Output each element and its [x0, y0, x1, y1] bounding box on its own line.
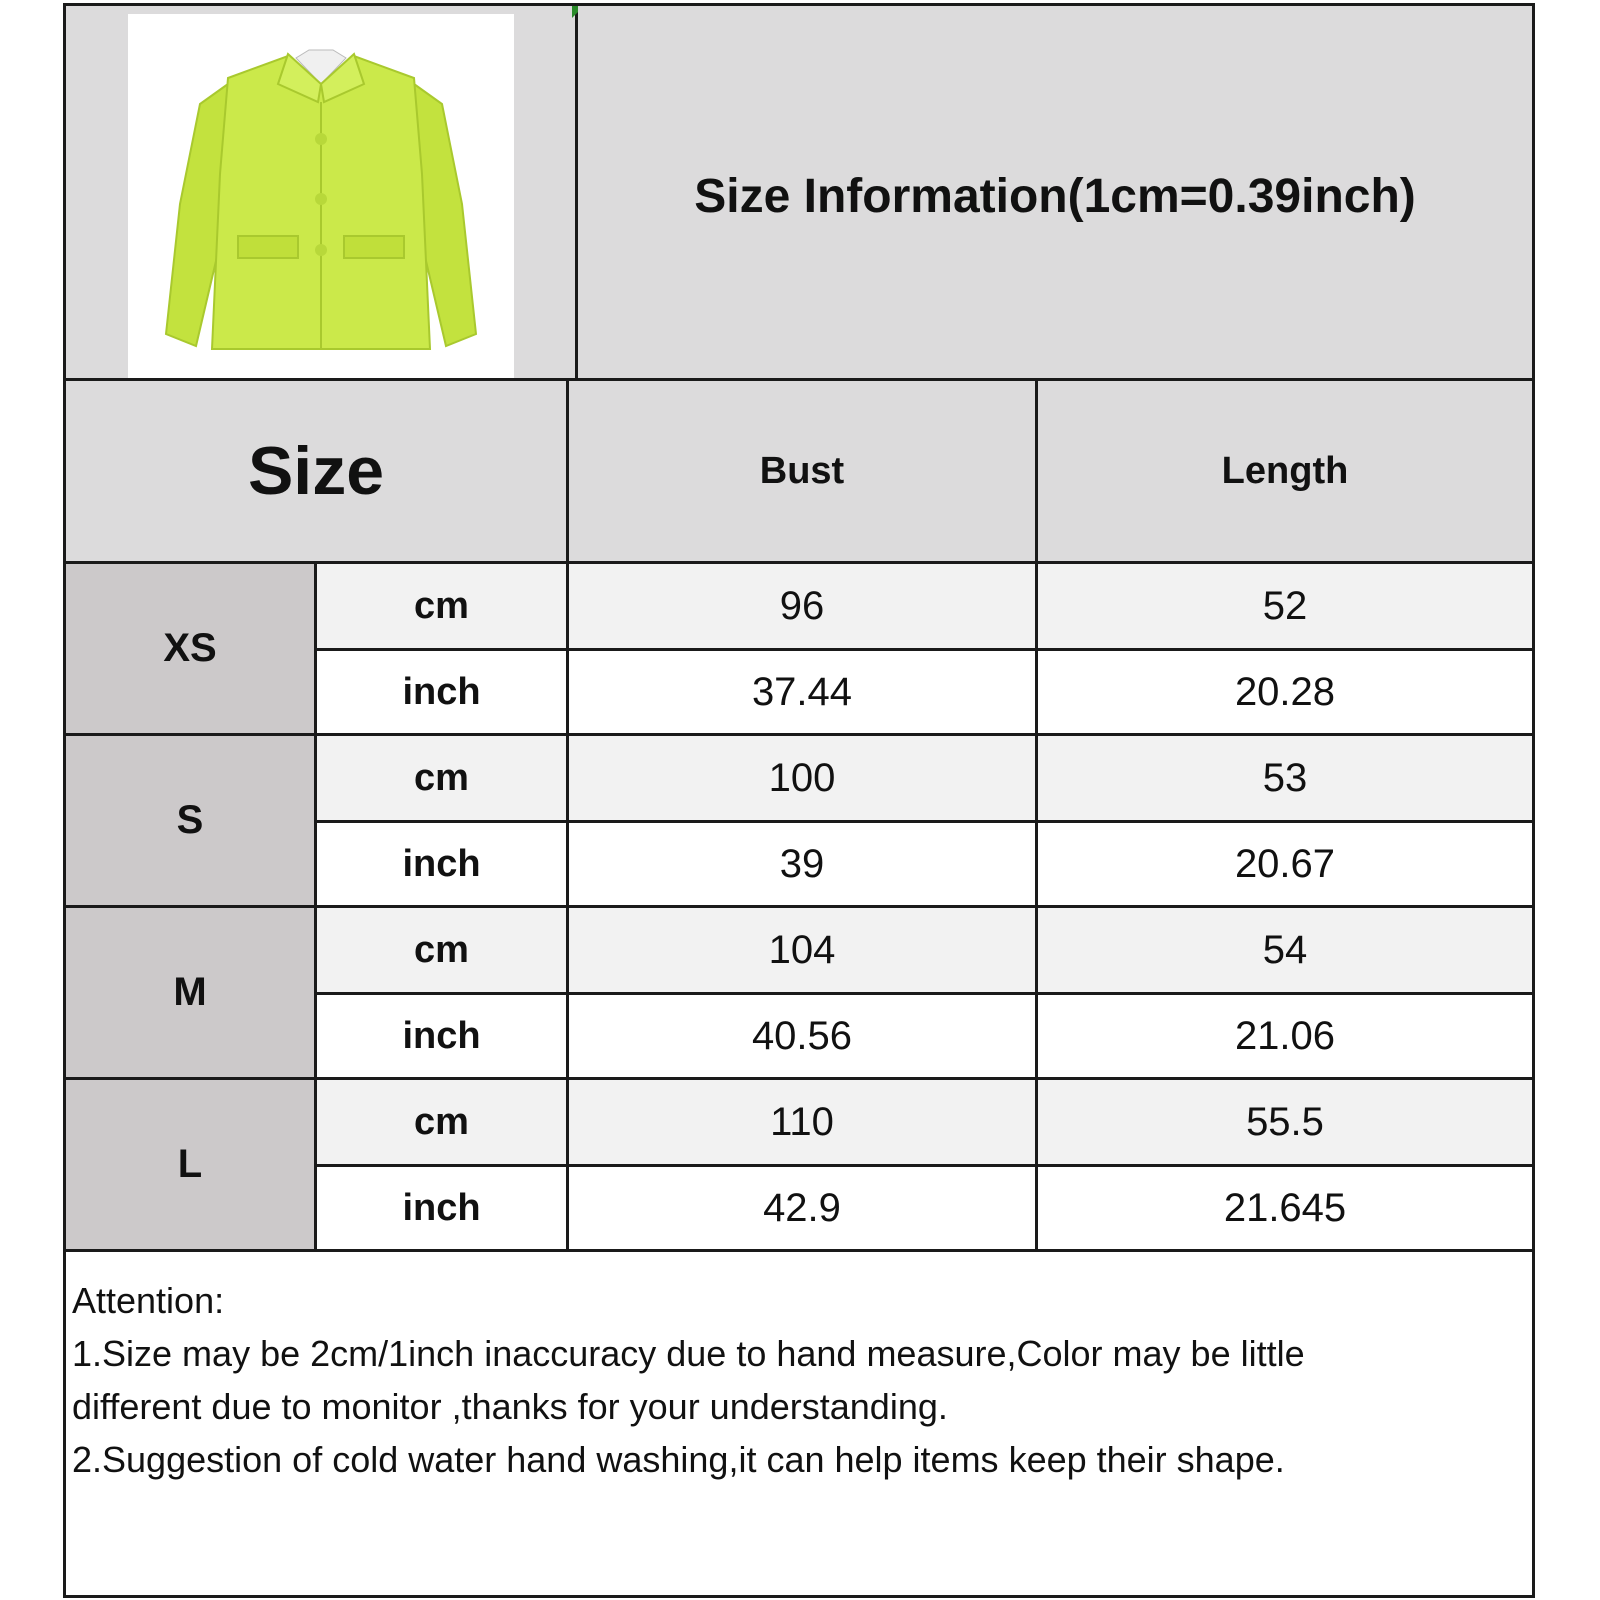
- size-cell-s: [66, 736, 314, 905]
- length-value-cell: [1038, 995, 1532, 1077]
- bust-value: 104: [768, 927, 836, 972]
- size-header: Size: [247, 433, 385, 509]
- unit-label: inch: [402, 1014, 481, 1057]
- attention-notes: [72, 1274, 1522, 1486]
- table-row: [317, 995, 566, 1077]
- unit-label: inch: [402, 1186, 481, 1229]
- divider: [66, 1249, 1532, 1252]
- bust-value: 96: [779, 583, 825, 628]
- table-row: [317, 1167, 566, 1249]
- size-chart: [63, 3, 1535, 1598]
- header-section: [66, 6, 1532, 386]
- unit-label: inch: [402, 670, 481, 713]
- bust-value-cell: [569, 564, 1035, 648]
- attention-heading: Attention:: [72, 1280, 225, 1321]
- size-header-cell: [66, 381, 566, 561]
- bust-value: 100: [768, 755, 836, 800]
- bust-value-cell: [569, 995, 1035, 1077]
- table-row: [317, 823, 566, 905]
- bust-value: 39: [779, 841, 825, 886]
- unit-label: inch: [402, 842, 481, 885]
- bust-value: 110: [770, 1099, 834, 1144]
- bust-value-cell: [569, 823, 1035, 905]
- length-value: 55.5: [1246, 1099, 1324, 1144]
- length-value: 21.06: [1234, 1013, 1336, 1058]
- length-value-cell: [1038, 1080, 1532, 1164]
- divider: [566, 381, 569, 1249]
- divider: [1035, 381, 1038, 1249]
- length-value: 54: [1262, 927, 1308, 972]
- table-row: [317, 651, 566, 733]
- length-value-cell: [1038, 564, 1532, 648]
- bust-value-cell: [569, 736, 1035, 820]
- length-value: 52: [1262, 583, 1308, 628]
- size-label: M: [173, 970, 207, 1014]
- unit-label: cm: [414, 1100, 469, 1143]
- length-value-cell: [1038, 1167, 1532, 1249]
- size-cell-m: [66, 908, 314, 1077]
- length-header-cell: [1038, 381, 1532, 561]
- bust-header: Bust: [759, 449, 845, 492]
- length-value-cell: [1038, 823, 1532, 905]
- length-value-cell: [1038, 736, 1532, 820]
- product-image: [128, 14, 514, 384]
- attention-line: 1.Size may be 2cm/1inch inaccuracy due to hand measure,Color may be little: [72, 1333, 1305, 1374]
- bust-header-cell: [569, 381, 1035, 561]
- bust-value: 37.44: [751, 669, 853, 714]
- length-value: 20.67: [1234, 841, 1336, 886]
- bust-value-cell: [569, 1167, 1035, 1249]
- length-value: 20.28: [1234, 669, 1336, 714]
- size-cell-xs: [66, 564, 314, 733]
- attention-line: different due to monitor ,thanks for your understanding.: [72, 1386, 948, 1427]
- size-label: S: [176, 798, 204, 842]
- bust-value: 42.9: [763, 1185, 841, 1230]
- length-header: Length: [1221, 449, 1349, 492]
- unit-label: cm: [414, 928, 469, 971]
- bust-value: 40.56: [751, 1013, 853, 1058]
- bust-value-cell: [569, 1080, 1035, 1164]
- chart-title: Size Information(1cm=0.39inch): [694, 169, 1416, 223]
- length-value: 53: [1262, 755, 1308, 800]
- unit-label: cm: [414, 584, 469, 627]
- table-row: [317, 736, 566, 820]
- size-label: L: [177, 1142, 203, 1186]
- size-cell-l: [66, 1080, 314, 1249]
- lime-jacket-icon: [128, 14, 514, 384]
- table-row: [317, 908, 566, 992]
- bust-value-cell: [569, 651, 1035, 733]
- length-value-cell: [1038, 908, 1532, 992]
- bust-value-cell: [569, 908, 1035, 992]
- unit-label: cm: [414, 756, 469, 799]
- divider: [314, 564, 317, 1249]
- title-cell: [578, 6, 1532, 386]
- size-label: XS: [163, 626, 217, 670]
- attention-line: 2.Suggestion of cold water hand washing,it can help items keep their shape.: [72, 1439, 1285, 1480]
- length-value: 21.645: [1223, 1185, 1347, 1230]
- product-image-cell: [66, 6, 578, 386]
- table-row: [317, 1080, 566, 1164]
- length-value-cell: [1038, 651, 1532, 733]
- table-row: [317, 564, 566, 648]
